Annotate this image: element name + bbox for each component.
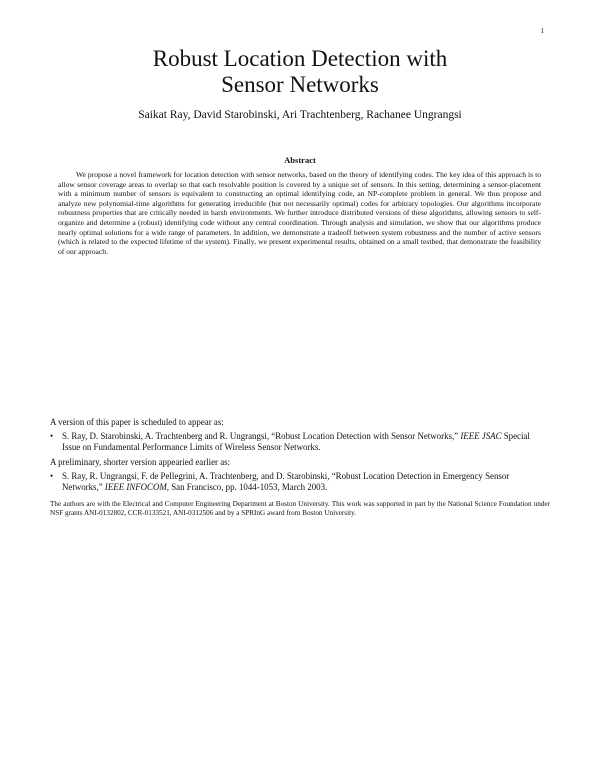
scheduled-ref-authors-title: S. Ray, D. Starobinski, A. Trachtenberg and R. Ungrangsi, “Robust Location Detection with Sensor Networks,” <box>62 431 461 441</box>
abstract-heading: Abstract <box>284 155 316 165</box>
bullet-icon: • <box>50 471 54 481</box>
paper-title-line-1: Robust Location Detection with <box>152 46 448 71</box>
scheduled-version-list <box>50 431 550 453</box>
scheduled-version-intro: A version of this paper is scheduled to appear as: <box>50 417 224 427</box>
page-number: 1 <box>540 27 544 35</box>
author-list: Saikat Ray, David Starobinski, Ari Trachtenberg, Rachanee Ungrangsi <box>138 109 462 121</box>
earlier-version-intro: A preliminary, shorter version appearied earlier as: <box>50 457 231 467</box>
scheduled-ref-venue: IEEE JSAC <box>460 431 502 441</box>
bullet-icon: • <box>50 431 54 441</box>
paper-title <box>0 46 600 98</box>
paper-title-line-2: Sensor Networks <box>221 72 379 97</box>
earlier-ref-venue: IEEE INFOCOM <box>104 482 167 492</box>
affiliation-footnote: The authors are with the Electrical and Computer Engineering Department at Boston University. This work was supported in part by the National Science Foundation under NSF grants ANI-0132802, CCR-0133521, ANI-0312506 and by a SPRInG award from Boston University. <box>50 500 550 517</box>
earlier-version-reference <box>50 471 550 493</box>
earlier-ref-details: , San Francisco, pp. 1044-1053, March 2003. <box>166 482 328 492</box>
publication-notes <box>50 417 550 497</box>
earlier-ref-authors-title: S. Ray, R. Ungrangsi, F. de Pellegrini, A. Trachtenberg, and D. Starobinski, “Robust Location Detection in Emergency Sensor Networks,” <box>62 471 510 492</box>
earlier-version-list <box>50 471 550 493</box>
abstract-body: We propose a novel framework for location detection with sensor networks, based on the theory of identifying codes. The key idea of this approach is to allow sensor coverage areas to overlap so that each resolvable position is covered by a unique set of sensors. In this setting, determining a sensor-placement with a minimum number of sensors is equivalent to constructing an optimal identifying code, an NP-complete problem in general. We thus propose and analyze new polynomial-time algorithms for generating irreducible (but not necessarily optimal) codes for arbitrary topologies. Our algorithms incorporate robustness properties that are critically needed in harsh environments. We further introduce distributed versions of these algorithms, allowing sensors to self-organize and determine a (robust) identifying code without any central coordination. Through analysis and simulation, we show that our algorithms produce nearly optimal solutions for a wide range of parameters. In addition, we demonstrate a tradeoff between system robustness and the number of active sensors (which is related to the expected lifetime of the system). Finally, we present experimental results, obtained on a small testbed, that demonstrate the feasibility of our approach. <box>58 170 541 256</box>
scheduled-version-reference <box>50 431 550 453</box>
scheduled-ref-details: Special Issue on Fundamental Performance Limits of Wireless Sensor Networks. <box>62 431 530 452</box>
